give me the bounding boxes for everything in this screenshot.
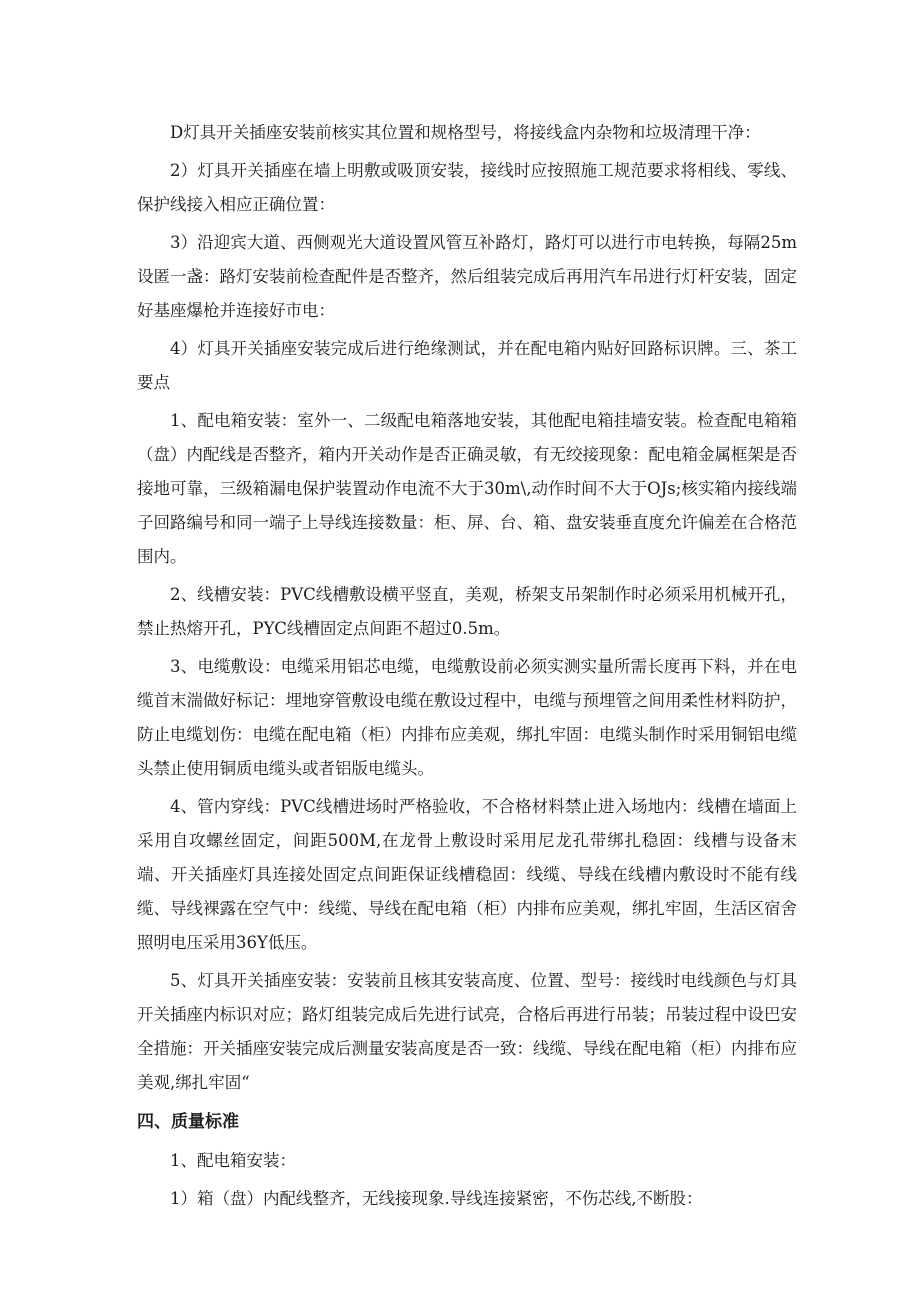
paragraph-8: 4、管内穿线：PVC线槽进场时严格验收，不合格材料禁止进入场地内：线槽在墙面上采用自攻螺丝固定，间距500M,在龙骨上敷设时采用尼龙孔带绑扎稳固：线槽与设备末端、开关插座灯具连接处固定点间距保证线槽稳固：线缆、导线在线槽内敷设时不能有线缆、导线裸露在空气中：线缆、导线在配电箱（柜）内排布应美观，绑扎牢固，生活区宿舍照明电压采用36Y低压。 bbox=[137, 797, 797, 952]
paragraph-3: 3）沿迎宾大道、西侧观光大道设置风管互补路灯，路灯可以进行市电转换，每隔25m设匿一盏：路灯安装前检查配件是否整齐，然后组装完成后再用汽车吊进行灯杆安装，固定好基座爆枪并连接好市电： bbox=[137, 233, 797, 320]
paragraph-5: 1、配电箱安装：室外一、二级配电箱落地安装，其他配电箱挂墙安装。检查配电箱箱（盘）内配线是否整齐，箱内开关动作是否正确灵敏，有无绞接现象：配电箱金属框架是否接地可靠，三级箱漏电保护装置动作电流不大于30m\,动作时间不大于OJs;核实箱内接线端子回路编号和同一端子上导线连接数量：柜、屏、台、箱、盘安装垂直度允许偏差在合格范围内。 bbox=[137, 411, 797, 566]
paragraph-1: D灯具开关插座安装前核实其位置和规格型号，将接线盒内杂物和垃圾清理干净： bbox=[170, 123, 761, 142]
paragraph-7: 3、电缆敷设：电缆采用铝芯电缆，电缆敷设前必须实测实量所需长度再下料，并在电缆首末湍做好标记：埋地穿管敷设电缆在敷设过程中，电缆与预埋管之间用柔性材料防护，防止电缆划伤：电缆在配电箱（柜）内排布应美观，绑扎牢固：电缆头制作时采用铜铝电缆头禁止使用铜质电缆头或者铝版电缆头。 bbox=[137, 657, 797, 778]
paragraph-6: 2、线槽安装：PVC线槽敷设横平竖直，美观，桥架支吊架制作时必须采用机械开孔，禁止热熔开孔，PYC线槽固定点间距不超过0.5m。 bbox=[137, 585, 797, 638]
paragraph-9: 5、灯具开关插座安装：安装前且核其安装高度、位置、型号：接线时电线颜色与灯具开关插座内标识对应；路灯组装完成后先进行试亮，合格后再进行吊装；吊装过程中设巴安全措施：开关插座安装完成后测量安装高度是否一致：线缆、导线在配电箱（柜）内排布应美观,绑扎牢固“ bbox=[137, 971, 797, 1092]
paragraph-2: 2）灯具开关插座在墙上明敷或吸顶安装，接线时应按照施工规范要求将相线、零线、保护线接入相应正确位置： bbox=[137, 161, 797, 214]
document-body bbox=[137, 116, 797, 1220]
paragraph-10: 1、配电箱安装： bbox=[170, 1151, 296, 1170]
paragraph-11: 1）箱（盘）内配线整齐，无线接现象.导线连接紧密，不伤芯线,不断股： bbox=[170, 1189, 703, 1208]
section-heading: 四、质量标准 bbox=[137, 1112, 239, 1132]
paragraph-4: 4）灯具开关插座安装完成后进行绝缘测试，并在配电箱内贴好回路标识牌。三、茶工要点 bbox=[137, 339, 797, 392]
